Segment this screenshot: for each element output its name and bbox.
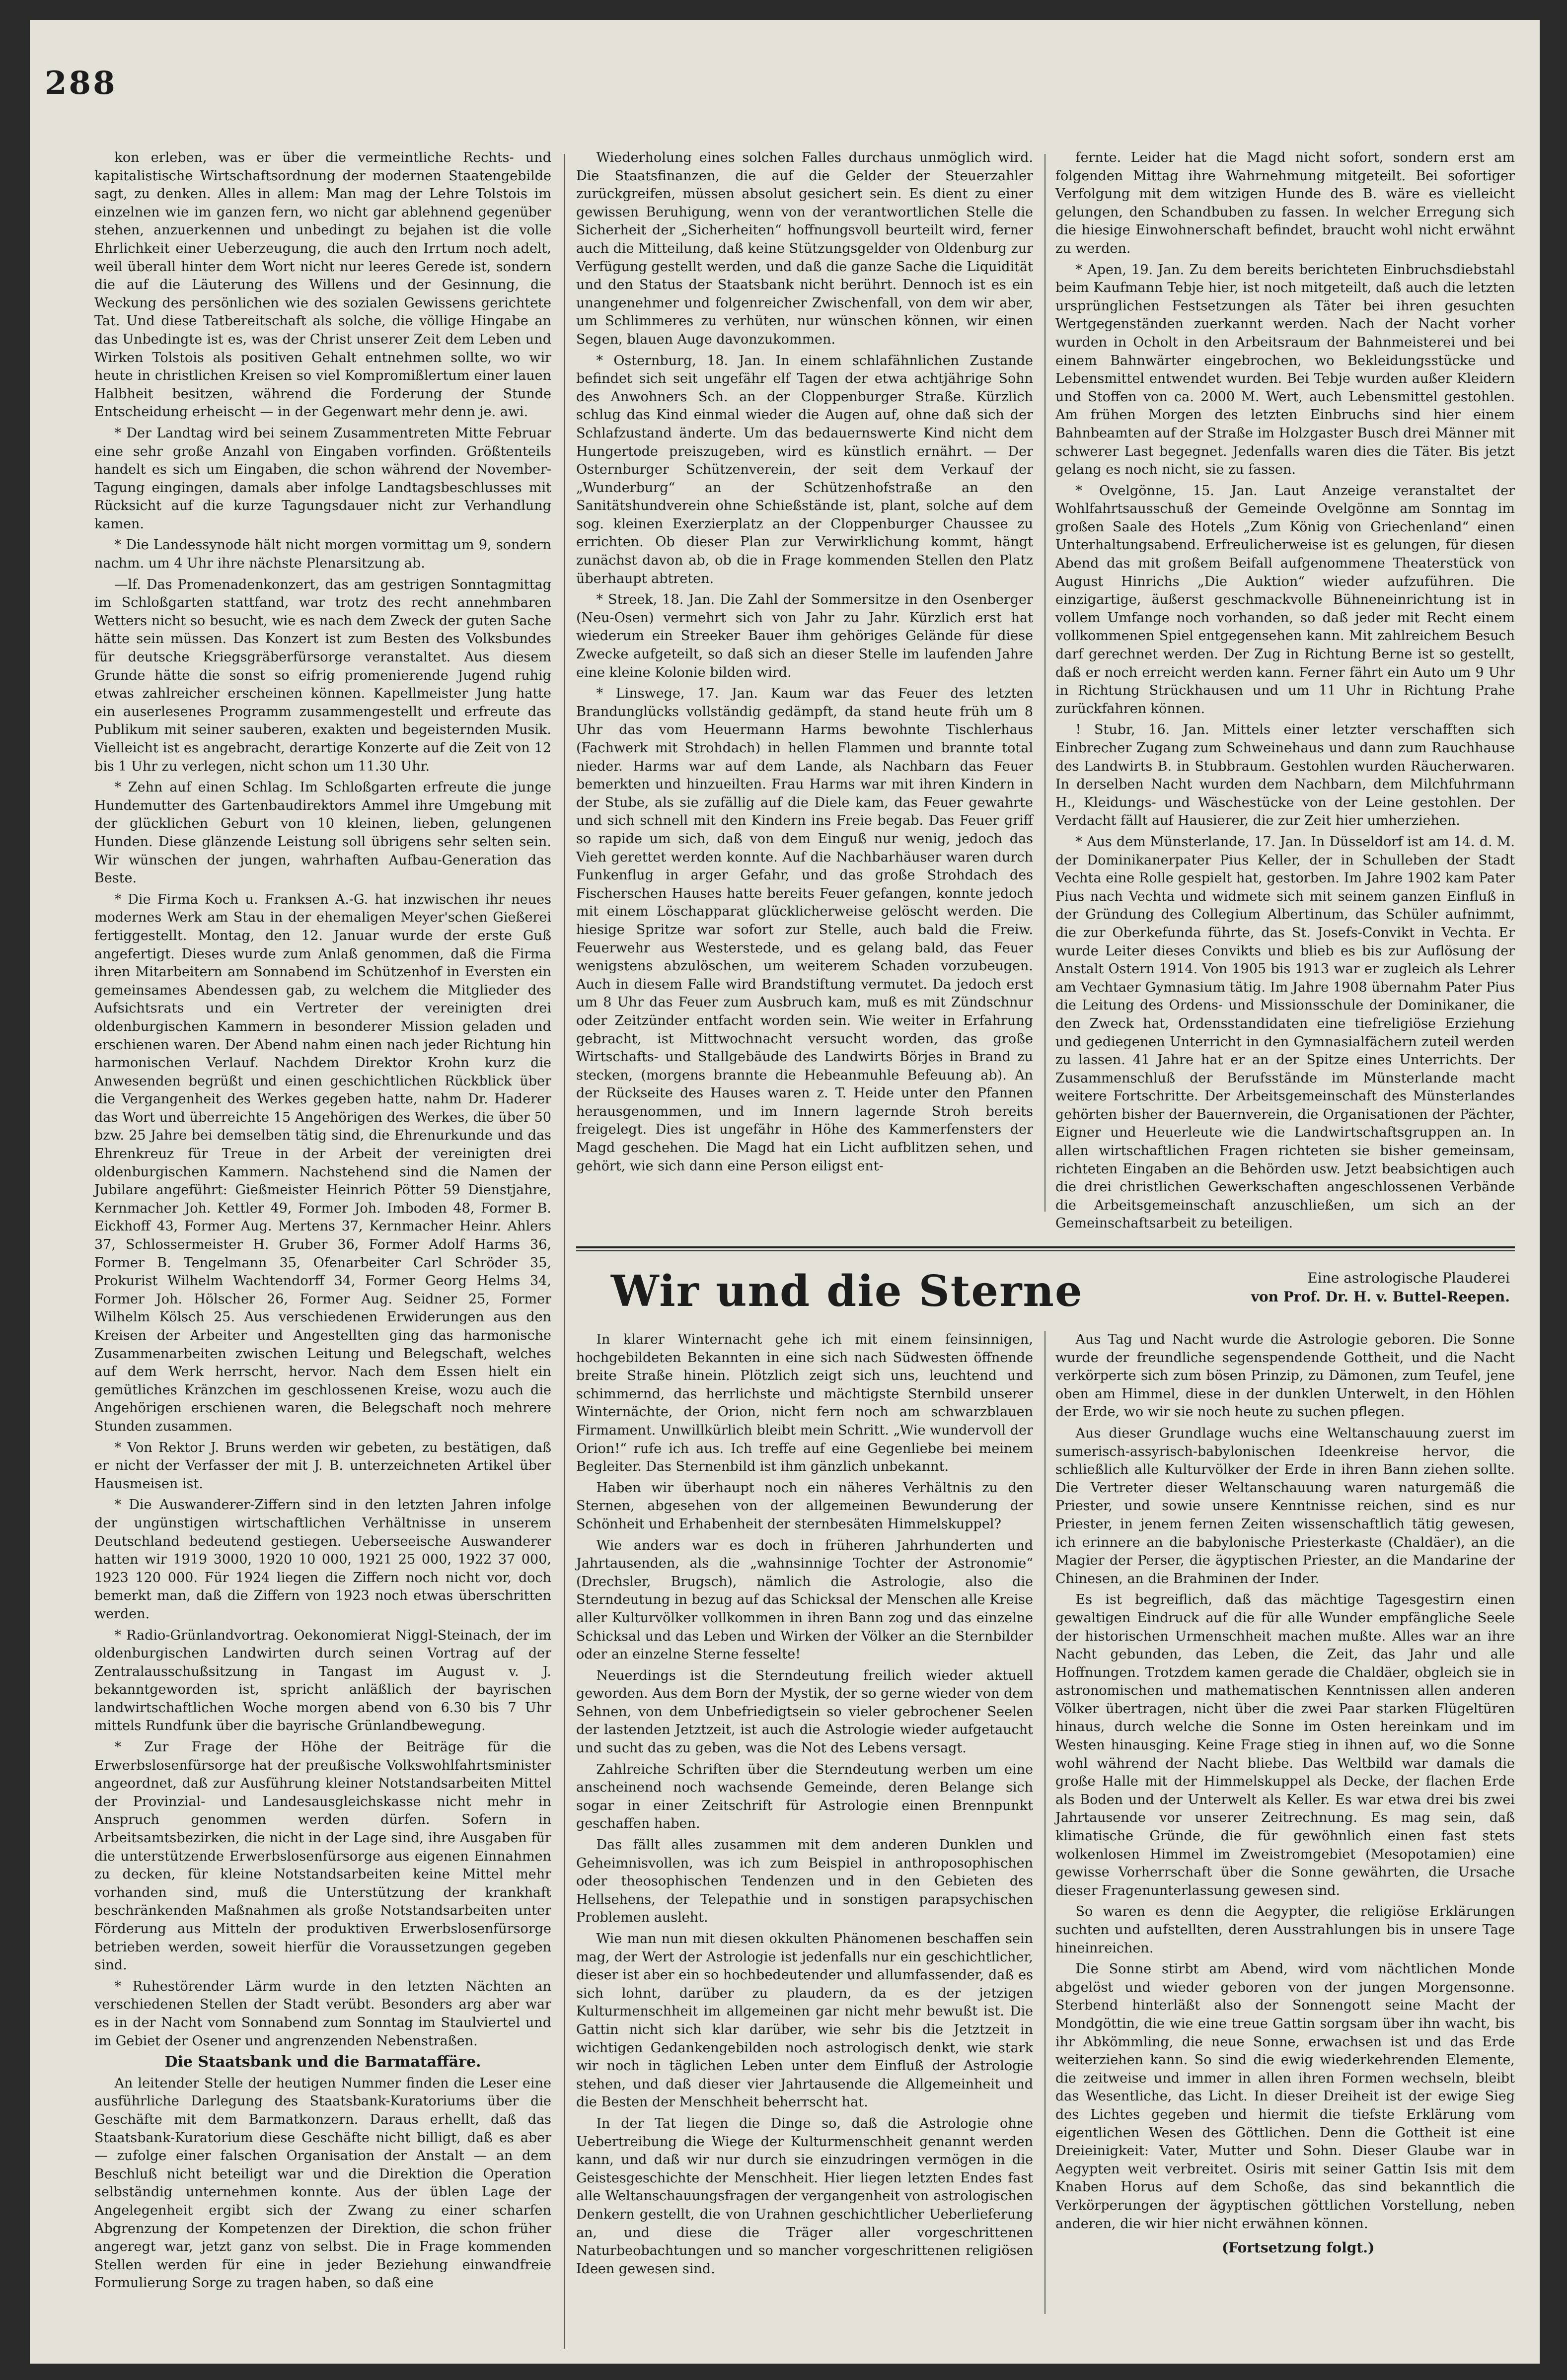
column-middle xyxy=(576,149,1033,1217)
paragraph: In klarer Winternacht gehe ich mit einem feinsinnigen, hochgebildeten Bekannten in eine sich nach Südwesten öffnende breite Straße hinein. Plötzlich zeigt sich uns, leuchtend und schimmernd, das herrlichste und mächtigste Sternbild unserer Winternächte, der Orion, nicht fern noch am schwarzblauen Firmament. Unwillkürlich bleibt mein Schritt. „Wie wundervoll der Orion!“ rufe ich aus. Ich treffe auf eine Gegenliebe bei meinem Begleiter. Das Sternenbild ist ihm gänzlich unbekannt. xyxy=(576,1332,1033,1475)
paragraph: * Die Auswanderer-Ziffern sind in den letzten Jahren infolge der ungünstigen wirtschaftlichen Verhältnisse in unserem Deutschland bedeutend gestiegen. Ueberseeische Auswanderer hatten wir 1919 3000, 1920 10 000, 1921 25 000, 1922 37 000, 1923 120 000. Für 1924 liegen die Ziffern noch nicht vor, doch bemerkt man, daß die Ziffern von 1923 noch etwas überschritten werden. xyxy=(94,1497,551,1622)
paragraph: Aus Tag und Nacht wurde die Astrologie geboren. Die Sonne wurde der freundliche segenspendende Gottheit, und die Nacht verkörperte sich zum bösen Prinzip, zu Dämonen, zum Teufel, jene oben am Himmel, diese in der dunklen Unterwelt, in den Höhlen der Erde, wo wir sie noch heute zu suchen pflegen. xyxy=(1055,1332,1515,1420)
paragraph: Wie anders war es doch in früheren Jahrhunderten und Jahrtausenden, als die „wahnsinnige Tochter der Astronomie“ (Drechsler, Brugsch), nämlich die Astrologie, also die Sterndeutung in bezug auf das Schicksal der Menschen alle Kreise aller Kulturvölker vollkommen in ihren Bann zog und das einzelne Schicksal und das Leben und Wirken der Völker an die Sternbilder oder an einzelne Sterne fesselte! xyxy=(576,1537,1033,1662)
paragraph: —lf. Das Promenadenkonzert, das am gestrigen Sonntagmittag im Schloßgarten stattfand, war trotz des recht annehmbaren Wetters nicht so besucht, wie es nach dem Zweck der guten Sache hätte sein müssen. Das Konzert ist zum Besten des Volksbundes für deutsche Kriegsgräberfürsorge veranstaltet. Aus diesem Grunde hätte die sonst so eifrig promenierende Jugend ruhig etwas zahlreicher erscheinen können. Kapellmeister Jung hatte ein auserlesenes Programm zusammengestellt und erfreute das Publikum mit seiner sauberen, exakten und begeisternden Musik. Vielleicht ist es angebracht, derartige Konzerte auf die Zeit von 12 bis 1 Uhr zu verlegen, nicht schon um 11.30 Uhr. xyxy=(94,577,551,774)
paragraph: kon erleben, was er über die vermeintliche Rechts- und kapitalistische Wirtschaftsordnung der modernen Staatengebilde sagt, zu denken. Alles in allem: Man mag der Lehre Tolstois im einzelnen wie im ganzen fern, wo nicht gar ablehnend gegenüber stehen, anzuerkennen und unbedingt zu bejahen ist die volle Ehrlichkeit einer Ueberzeugung, die auch den Irrtum noch adelt, weil überall hinter dem Wort nicht nur leeres Gerede ist, sondern die auf die Läuterung des Willens und der Gesinnung, die Weckung des persönlichen wie des sozialen Gewissens gerichtete Tat. Und diese Tatbereitschaft als solche, die völlige Hingabe an das Unbedingte ist es, was der Christ unserer Zeit dem Leben und Wirken Tolstois als positiven Gehalt entnehmen sollte, wo wir heute in christlichen Kreisen so viel Kompromißlertum einer lauen Halbheit besitzen, während die Forderung der Stunde Entscheidung erheischt — in der Gegenwart mehr denn je. awi. xyxy=(94,150,551,420)
paragraph: * Die Landessynode hält nicht morgen vormittag um 9, sondern nachm. um 4 Uhr ihre nächste Plenarsitzung ab. xyxy=(94,537,551,572)
paragraph: So waren es denn die Aegypter, die religiöse Erklärungen suchten und aufstellten, deren Ausstrahlungen bis in unsere Tage hineinreichen. xyxy=(1055,1904,1515,1956)
paragraph: * Osternburg, 18. Jan. In einem schlafähnlichen Zustande befindet sich seit ungefähr elf Tagen der etwa achtjährige Sohn des Anwohners Sch. an der Cloppenburger Straße. Kürzlich schlug das Kind einmal wieder die Augen auf, ohne daß sich der Schlafzustand änderte. Um das bedauernswerte Kind nicht dem Hungertode preiszugeben, wird es künstlich ernährt. — Der Osternburger Schützenverein, der seit dem Verkauf der „Wunderburg“ an der Schützenhofstraße an den Sanitätshundverein ohne Schießstände ist, plant, solche auf dem sog. kleinen Exerzierplatz an der Cloppenburger Chaussee zu errichten. Ob dieser Plan zur Verwirklichung kommt, hängt zunächst davon ab, ob die in Frage kommenden Stellen den Platz überhaupt abtreten. xyxy=(576,353,1033,586)
paragraph: * Von Rektor J. Bruns werden wir gebeten, zu bestätigen, daß er nicht der Verfasser der mit J. B. unterzeichneten Artikel über Hausmeisen ist. xyxy=(94,1440,551,1492)
paragraph: In der Tat liegen die Dinge so, daß die Astrologie ohne Uebertreibung die Wiege der Kulturmenschheit genannt werden kann, und daß wir nur durch sie einzudringen vermögen in die Geistesgeschichte der Menschheit. Hier liegen letzten Endes fast alle Weltanschauungsfragen der vergangenheit von astrologischen Denkern gestellt, die von Urahnen geschichtlicher Ueberlieferung an, und diese die Träger aller vorgeschrittenen Naturbeobachtungen und so mancher vorgeschrittenen religiösen Ideen gewesen sind. xyxy=(576,2115,1033,2277)
paragraph: Aus dieser Grundlage wuchs eine Weltanschauung zuerst im sumerisch-assyrisch-babylonischen Ideenkreise hervor, die schließlich alle Kulturvölker der Erde in ihren Bann ziehen sollte. Die Vertreter dieser Weltanschauung waren naturgemäß die Priester, und sowie unsere Kenntnisse reichen, sind es nur Priester, in jenem fernen Zeiten wissenschaftlich tätig gewesen, ich erinnere an die babylonische Priesterkaste (Chaldäer), an die Magier der Perser, die ägyptischen Priester, an die Mandarine der Chinesen, an die Brahminen der Inder. xyxy=(1055,1425,1515,1587)
paragraph: Das fällt alles zusammen mit dem anderen Dunklen und Geheimnisvollen, was ich zum Beispiel in anthroposophischen oder theosophischen Tendenzen und in den Gebieten des Hellsehens, der Telepathie und in sonstigen parapsychischen Problemen ausleht. xyxy=(576,1837,1033,1926)
article-column-left xyxy=(576,1331,1033,2324)
paragraph: fernte. Leider hat die Magd nicht sofort, sondern erst am folgenden Mittag ihre Wahrnehmung mitgeteilt. Bei sofortiger Verfolgung mit dem witzigen Hunde des B. wäre es vielleicht gelungen, den Schandbuben zu fassen. In welcher Erregung sich die hiesige Einwohnerschaft befindet, braucht wohl nicht erwähnt zu werden. xyxy=(1055,150,1515,256)
section-heading: Die Staatsbank und die Barmataffäre. xyxy=(164,2053,481,2071)
paragraph: * Apen, 19. Jan. Zu dem bereits berichteten Einbruchsdiebstahl beim Kaufmann Tebje hier, ist noch mitgeteilt, daß auch die letzten ursprünglichen Festsetzungen als Täter bei ihren gesuchten Wertgegenständen zuerkannt werden. Nach der Nacht vorher wurden in Ocholt in den Arbeitsraum der Bahnmeisterei und bei einem Bahnwärter eingebrochen, wo Bekleidungsstücke und Lebensmittel entwendet wurden. Bei Tebje wurden außer Kleidern und Stoffen von ca. 2000 M. Wert, auch Lebensmittel gestohlen. Am frühen Morgen des letzten Einbruchs sind hier einem Bahnbeamten auf der Straße im Holzgaster Busch drei Männer mit schwerer Last begegnet. Jedenfalls waren dies die Täter. Bis jetzt gelang es noch nicht, sie zu fassen. xyxy=(1055,262,1515,478)
paragraph: * Zehn auf einen Schlag. Im Schloßgarten erfreute die junge Hundemutter des Gartenbaudirektors Ammel ihre Umgebung mit der glücklichen Geburt von 10 kleinen, lieben, gelungenen Hunden. Diese glänzende Leistung soll übrigens sehr selten sein. Wir wünschen der jungen, wahrhaften Aufbau-Generation das Beste. xyxy=(94,780,551,886)
paragraph: * Ruhestörender Lärm wurde in den letzten Nächten an verschiedenen Stellen der Stadt verübt. Besonders arg aber war es in der Nacht vom Sonnabend zum Sonntag im Staulviertel und im Gebiet der Osener und angrenzenden Nebenstraßen. xyxy=(94,1978,551,2049)
paragraph: * Linswege, 17. Jan. Kaum war das Feuer des letzten Brandunglücks vollständig gedämpft, da stand heute früh um 8 Uhr das vom Heuermann Harms bewohnte Tischlerhaus (Fachwerk mit Strohdach) in hellen Flammen und brannte total nieder. Harms war auf dem Lande, als Nachbarn das Feuer bemerkten und hinzueilten. Frau Harms war mit ihren Kindern in der Stube, als sie zufällig auf die Diele kam, das Feuer gewahrte und sich schnell mit den Kindern ins Freie begab. Das Feuer griff so rapide um sich, daß von dem Einguß nur wenig, jedoch das Vieh gerettet werden konnte. Auf die Nachbarhäuser waren durch Funkenflug in arger Gefahr, und das große Strohdach des Fischerschen Hauses hatte bereits Feuer gefangen, konnte jedoch mit einem Löschapparat glücklicherweise gelöscht werden. Die hiesige Spritze war sofort zur Stelle, auch bald die Freiw. Feuerwehr aus Westerstede, und es gelang bald, das Feuer wenigstens abzulöschen, um weiterem Schaden vorzubeugen. Auch in diesem Falle wird Brandstiftung vermutet. Da jedoch erst um 8 Uhr das Feuer zum Ausbruch kam, muß es mit Zündschnur oder Zeitzünder entfacht worden sein. Wie weiter in Erfahrung gebracht, ist Mittwochnacht versucht worden, das große Wirtschafts- und Stallgebäude des Landwirts Börjes in Brand zu stecken, (morgens brannte die Hebeanmuhle Befeuung ab). An der Rückseite des Hauses waren z. T. Heide unter den Pfannen herausgenommen, und im Innern lagernde Stroh bereits freigelegt. Dies ist ungefähr in Höhe des Kammerfensters der Magd geschehen. Die Magd hat ein Licht aufblitzen sehen, und gehört, wie sich dann eine Person eiligst ent- xyxy=(576,686,1033,1174)
paragraph: * Aus dem Münsterlande, 17. Jan. In Düsseldorf ist am 14. d. M. der Dominikanerpater Pius Keller, der in Schulleben der Stadt Vechta eine Rolle gespielt hat, gestorben. Im Jahre 1902 kam Pater Pius nach Vechta und widmete sich mit seinem ganzen Einfluß in der Gründung des Collegium Albertinum, das Schüler aufnimmt, die zur Oberkefunda führte, das St. Josefs-Convikt in Vechta. Er wurde Leiter dieses Convikts und blieb es bis zur Auflösung der Anstalt Ostern 1914. Von 1905 bis 1913 war er zugleich als Lehrer am Vechtaer Gymnasium tätig. Im Jahre 1908 übernahm Pater Pius die Leitung des Ordens- und Missionsschule der Dominikaner, die den Zweck hat, Ordensstandidaten eine tiefreligiöse Erziehung und gediegenen Unterricht in den Gymnasialfächern zuteil werden zu lassen. 41 Jahre hat er an der Spitze eines Unterrichts. Der Zusammenschluß der Berufsstände im Münsterlande macht weitere Fortschritte. Der Arbeitsgemeinschaft des Münsterlandes gehörten bisher der Bauernverein, die Organisationen der Pächter, Eigner und Heuerleute wie die Landwirtschaftsgruppen an. In allen wirtschaftlichen Fragen richteten sie bisher gemeinsam, richteten Eingaben an die Behörden usw. Jetzt beabsichtigen auch die drei christlichen Gewerkschaften angeschlossenen Verbände die Arbeitsgemeinschaft anzuschließen, um sich an der Gemeinschaftsarbeit zu beteiligen. xyxy=(1055,834,1515,1231)
paragraph: * Der Landtag wird bei seinem Zusammentreten Mitte Februar eine sehr große Anzahl von Eingaben vorfinden. Größtenteils handelt es sich um Eingaben, die schon während der November-Tagung eingingen, damals aber infolge Landtagsbeschlusses mit Rücksicht auf die kurze Tagungsdauer nicht zur Verhandlung kamen. xyxy=(94,425,551,532)
paragraph: Zahlreiche Schriften über die Sterndeutung werben um eine anscheinend noch wachsende Gemeinde, deren Belange sich sogar in einer Zeitschrift für Astrologie einen Brennpunkt geschaffen haben. xyxy=(576,1761,1033,1832)
article-author: von Prof. Dr. H. v. Buttel-Reepen. xyxy=(1251,1289,1510,1305)
article-top-rule xyxy=(576,1246,1515,1248)
newspaper-page xyxy=(30,20,1540,2364)
column-right xyxy=(1055,149,1515,1231)
paragraph: Haben wir überhaupt noch ein näheres Verhältnis zu den Sternen, abgesehen von der allgemeinen Bewunderung der Schönheit und Erhabenheit der sternbesäten Himmelskuppel? xyxy=(576,1480,1033,1532)
article-top-rule-thin xyxy=(576,1250,1515,1251)
paragraph: * Die Firma Koch u. Franksen A.-G. hat inzwischen ihr neues modernes Werk am Stau in der ehemaligen Meyer'schen Gießerei fertiggestellt. Montag, den 12. Januar wurde der erste Guß angefertigt. Dieses wurde zum Anlaß genommen, daß die Firma ihren Mitarbeitern am Sonnabend im Schützenhof in Eversten ein gemeinsames Abendessen gab, zu welchem die Mitglieder des Aufsichtsrats und ein Vertreter der vereinigten drei oldenburgischen Kammern in besonderer Mission geladen und erschienen waren. Der Abend nahm einen nach jeder Richtung hin harmonischen Verlauf. Nachdem Direktor Krohn kurz die Anwesenden begrüßt und einen geschichtlichen Rückblick über die Vergangenheit des Werkes gegeben hatte, nahm Dr. Haderer das Wort und überreichte 15 Angehörigen des Werkes, die über 50 bzw. 25 Jahre bei demselben tätig sind, die Ehrenurkunde und das Ehrenkreuz für Treue in der Arbeit der vereinigten drei oldenburgischen Kammern. Nachstehend sind die Namen der Jubilare angeführt: Gießmeister Heinrich Pötter 59 Dienstjahre, Kernmacher Joh. Kettler 49, Former Joh. Imboden 48, Former B. Eickhoff 43, Former Aug. Mertens 37, Kernmacher Heinr. Ahlers 37, Schlossermeister H. Gruber 36, Former Adolf Harms 36, Former B. Tengelmann 35, Ofenarbeiter Carl Schröder 35, Prokurist Wilhelm Wachtendorff 34, Former Georg Helms 34, Former Joh. Hölscher 26, Former Aug. Seidner 25, Former Wilhelm Kölsch 25. Aus verschiedenen Erwiderungen aus den Kreisen der Arbeiter und Angestellten ging das harmonische Zusammenarbeiten zwischen Leitung und Belegschaft, welches auf dem Werk herrscht, hervor. Nach dem Essen hielt ein gemütliches Kränzchen im geschlossenen Kreise, wozu auch die Angehörigen erschienen waren, die Belegschaft noch mehrere Stunden zusammen. xyxy=(94,891,551,1434)
paragraph: * Ovelgönne, 15. Jan. Laut Anzeige veranstaltet der Wohlfahrtsausschuß der Gemeinde Ovelgönne am Sonntag im großen Saale des Hotels „Zum König von Griechenland“ einen Unterhaltungsabend. Erfreulicherweise ist es gelungen, für diesen Abend das mit großem Beifall aufgenommene Theaterstück von August Hinrichs „Die Auktion“ wieder aufzuführen. Die einzigartige, äußerst geschmackvolle Bühneneinrichtung ist in vollem Umfange noch vorhanden, so daß jeder mit Recht einem vollkommenen Spiel entgegensehen kann. Mit zahlreichem Besuch darf gerechnet werden. Der Zug in Richtung Berne ist so gestellt, daß er noch erreicht werden kann. Ferner fährt ein Auto um 9 Uhr in Richtung Strückhausen und um 11 Uhr in Richtung Prahe zurückfahren können. xyxy=(1055,483,1515,717)
paragraph: An leitender Stelle der heutigen Nummer finden die Leser eine ausführliche Darlegung des Staatsbank-Kuratoriums über die Geschäfte mit dem Barmatkonzern. Daraus erhellt, daß das Staatsbank-Kuratorium diese Geschäfte nicht billigt, daß es aber — zufolge einer falschen Organisation der Anstalt — an dem Beschluß nicht beteiligt war und die Direktion die Operation selbständig unternehmen konnte. Aus der üblen Lage der Angelegenheit ergibt sich der Zwang zu einer scharfen Abgrenzung der Kompetenzen der Direktion, die schon früher angeregt war, jetzt ganz von selbst. Die in Frage kommenden Stellen werden für eine in jeder Beziehung einwandfreie Formulierung Sorge zu tragen haben, so daß eine xyxy=(94,2075,551,2291)
paragraph: Es ist begreiflich, daß das mächtige Tagesgestirn einen gewaltigen Eindruck auf die für alle Wunder empfängliche Seele der historischen Urmenschheit machen mußte. Alles war an ihre Nacht gebunden, das Leben, die Zeit, das Jahr und alle Hoffnungen. Trotzdem kamen gerade die Chaldäer, obgleich sie in astronomischen und mathematischen Kenntnissen allen anderen Völker übertragen, nicht über die zwei Paar starken Flügeltüren hinaus, durch welche die Sonne im Osten hereinkam und im Westen hinausging. Keine Frage stieg in ihnen auf, wo die Sonne wohl während der Nacht bliebe. Das Weltbild war damals die große Halle mit der Himmelskuppel als Decke, der flachen Erde als Boden und der Unterwelt als Keller. Es war etwa drei bis zwei Jahrtausende vor unserer Zeitrechnung. Es mag sein, daß klimatische Gründe, die für gewöhnlich einen fast stets wolkenlosen Himmel im Zweistromgebiet (Mesopotamien) eine gewisse Vorherrschaft über die Sonne gewährten, die Ursache dieser Fragenunterlassung gewesen sind. xyxy=(1055,1592,1515,1898)
paragraph: * Radio-Grünlandvortrag. Oekonomierat Niggl-Steinach, der im oldenburgischen Landwirten durch seinen Vortrag auf der Zentralausschußsitzung in Tangast im August v. J. bekanntgeworden ist, spricht anläßlich der bayrischen landwirtschaftlichen Woche morgen abend von 6.30 bis 7 Uhr mittels Rundfunk über die bayrische Grünlandbewegung. xyxy=(94,1627,551,1734)
paragraph: * Streek, 18. Jan. Die Zahl der Sommersitze in den Osenberger (Neu-Osen) vermehrt sich von Jahr zu Jahr. Kürzlich erst hat wiederum ein Streeker Bauer ihm gehöriges Gelände für diese Zwecke aufgeteilt, so daß sich an dieser Stelle im laufenden Jahre eine kleine Kolonie bilden wird. xyxy=(576,592,1033,680)
continued-note: (Fortsetzung folgt.) xyxy=(1222,2239,1375,2256)
article-subtitle: Eine astrologische Plauderei xyxy=(1307,1270,1510,1286)
paragraph: * Zur Frage der Höhe der Beiträge für die Erwerbslosenfürsorge hat der preußische Volkswohlfahrtsminister angeordnet, daß zur Ausführung kleiner Notstandsarbeiten Mittel der Provinzial- und Landesausgleichskasse nicht mehr in Anspruch genommen werden dürfen. Sofern in Arbeitsamtsbezirken, die nicht in der Lage sind, ihre Ausgaben für die unterstützende Erwerbslosenfürsorge aus eigenen Einnahmen zu decken, für kleine Notstandsarbeiten keine Mittel mehr vorhanden sind, muß die Unterstützung der krankhaft beschränkenden Maßnahmen als große Notstandsarbeiten unter Förderung aus Mitteln der produktiven Erwerbslosenfürsorge betrieben werden, soweit hierfür die Voraussetzungen gegeben sind. xyxy=(94,1739,551,1973)
paragraph: ! Stubr, 16. Jan. Mittels einer letzter verschafften sich Einbrecher Zugang zum Schweinehaus und dann zum Rauchhause des Landwirts B. in Stubbraum. Gestohlen wurden Räucherwaren. In derselben Nacht wurden dem Nachbarn, dem Milchfuhrmann H., Kleidungs- und Wäschestücke von der Leine gestohlen. Der Verdacht fällt auf Hausierer, die zur Zeit hier umherziehen. xyxy=(1055,722,1515,829)
page-number: 288 xyxy=(45,65,117,102)
paragraph: Wie man nun mit diesen okkulten Phänomenen beschaffen sein mag, der Wert der Astrologie ist jedenfalls nur ein geschichtlicher, dieser ist aber ein so hochbedeutender und allumfassender, daß es sich lohnt, darüber zu plaudern, da es der jetzigen Kulturmenschheit im allgemeinen gar nicht mehr bewußt ist. Die Gattin nicht sich klar darüber, wie sehr bis die Jetztzeit in wichtigen Gedankengebilden noch astrologisch denkt, wie stark wir noch in täglichen Leben unter dem Einfluß der Astrologie stehen, und daß dieser vier Jahrtausende die Allgemeinheit und die Besten der Menschheit beherrscht hat. xyxy=(576,1931,1033,2110)
article-byline xyxy=(1103,1269,1510,1306)
paragraph: Die Sonne stirbt am Abend, wird vom nächtlichen Monde abgelöst und wieder geboren von der jungen Morgensonne. Sterbend hinterläßt also der Sonnengott seine Macht der Mondgöttin, die wie eine treue Gattin sorgsam über ihn wacht, bis ihr Abkömmling, die neue Sonne, erwachsen ist und das Erde weiterziehen kann. So sind die ewig wiederkehrenden Elemente, die zeitweise und immer in allen ihren Formen wechseln, bleibt das Wesentliche, das Licht. In dieser Dreiheit ist der ewige Sieg des Lichtes gegeben und hiermit die tiefste Erklärung vom eigentlichen Wesen des Göttlichen. Denn die Gottheit ist eine Dreieinigkeit: Vater, Mutter und Sohn. Dieser Glaube war in Aegypten weit verbreitet. Osiris mit seiner Gattin Isis mit dem Knaben Horus auf dem Schoße, das sind bekanntlich die Verkörperungen der ägyptischen göttlichen Vorstellung, neben anderen, die wir hier nicht erwähnen können. xyxy=(1055,1961,1515,2232)
article-title: Wir und die Sterne xyxy=(611,1266,1083,1316)
article-column-right xyxy=(1055,1331,1515,2235)
paragraph: Wiederholung eines solchen Falles durchaus unmöglich wird. Die Staatsfinanzen, die auf die Gelder der Steuerzahler zurückgreifen, müssen absolut gesichert sein. Es dient zu einer gewissen Beruhigung, wenn von der verantwortlichen Stelle die Sicherheit der „Sicherheiten“ hoffnungsvoll beurteilt wird, ferner auch die Mitteilung, daß keine Stützungsgelder von Oldenburg zur Verfügung gestellt werden, und daß die ganze Sache die Liquidität und den Status der Staatsbank nicht berührt. Dennoch ist es ein unangenehmer und folgenreicher Zwischenfall, von dem wir aber, um Schlimmeres zu verhüten, nur wünschen können, wir einen Segen, blauen Auge davonzukommen. xyxy=(576,150,1033,347)
paragraph: Neuerdings ist die Sterndeutung freilich wieder aktuell geworden. Aus dem Born der Mystik, der so gerne wieder von dem Sehnen, von dem Unbefriedigtsein so vieler gebrochener Seelen der lastenden Jetztzeit, ist auch die Astrologie wieder aufgetaucht und sucht das zu geben, was die Not des Lebens versagt. xyxy=(576,1667,1034,1756)
column-left xyxy=(94,149,551,2354)
column-divider xyxy=(564,154,565,2349)
